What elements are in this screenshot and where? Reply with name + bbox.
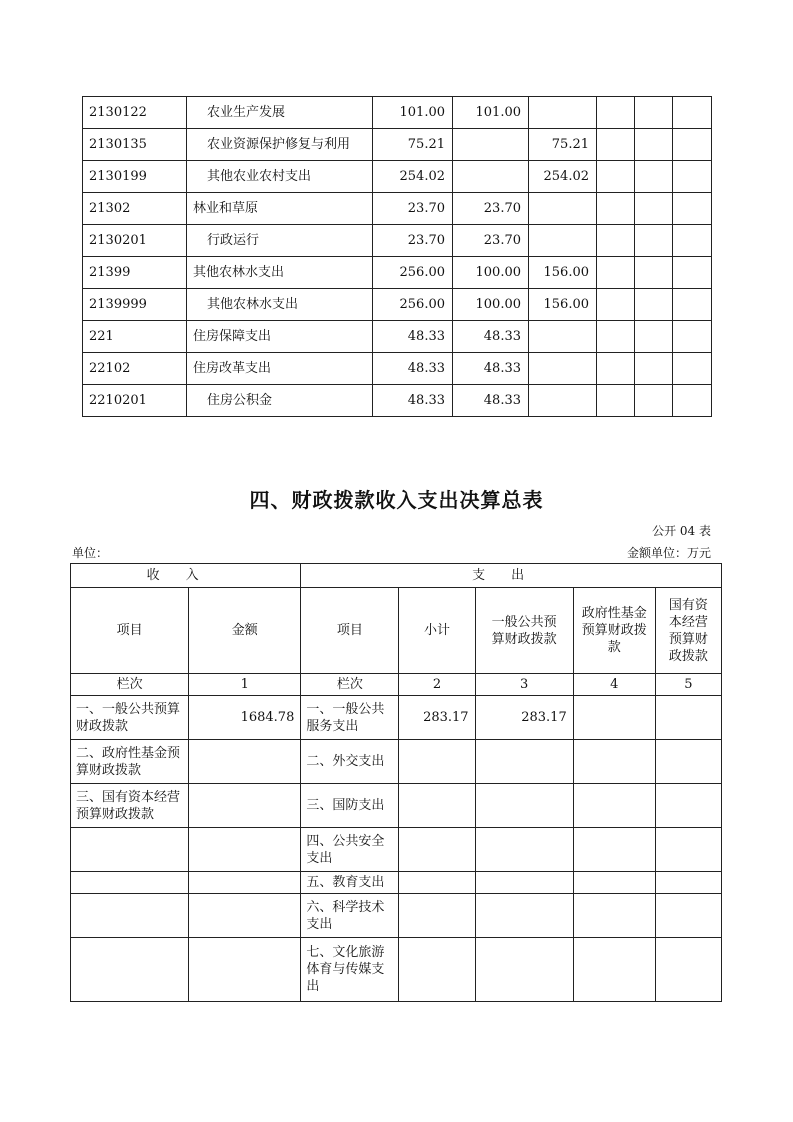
state-capital-header: 国有资本经营预算财政拨款 (655, 588, 721, 674)
income-item: 一、一般公共预算财政拨款 (71, 696, 189, 740)
gov-fund-value (573, 740, 655, 784)
col-index-5: 5 (655, 674, 721, 696)
empty-cell (635, 225, 673, 257)
table-row (83, 385, 712, 417)
project-amount (529, 385, 597, 417)
expense-header: 支出 (301, 564, 722, 588)
gov-fund-value (573, 828, 655, 872)
subject-name: 住房公积金 (187, 385, 373, 417)
table-row (83, 193, 712, 225)
table-row (83, 289, 712, 321)
empty-cell (635, 161, 673, 193)
subject-code: 221 (83, 321, 187, 353)
income-item (71, 828, 189, 872)
income-item-header: 项目 (71, 588, 189, 674)
empty-cell (597, 193, 635, 225)
project-amount: 75.21 (529, 129, 597, 161)
income-amount (189, 828, 301, 872)
table-row (83, 321, 712, 353)
project-amount (529, 193, 597, 225)
total-amount: 256.00 (373, 257, 453, 289)
empty-cell (673, 353, 712, 385)
total-amount: 48.33 (373, 353, 453, 385)
table-row (71, 938, 722, 1002)
gov-fund-value (573, 696, 655, 740)
subject-name: 其他农林水支出 (187, 289, 373, 321)
expense-item: 二、外交支出 (301, 740, 399, 784)
empty-cell (597, 257, 635, 289)
expense-item-header: 项目 (301, 588, 399, 674)
income-header: 收入 (71, 564, 301, 588)
total-amount: 75.21 (373, 129, 453, 161)
subtotal-value (399, 828, 475, 872)
total-amount: 254.02 (373, 161, 453, 193)
subtotal-value: 283.17 (399, 696, 475, 740)
empty-cell (597, 353, 635, 385)
state-capital-value (655, 872, 721, 894)
empty-cell (597, 97, 635, 129)
money-unit-label: 金额单位：万元 (626, 546, 711, 560)
basic-amount: 48.33 (453, 385, 529, 417)
expense-item: 七、文化旅游体育与传媒支出 (301, 938, 399, 1002)
project-amount (529, 97, 597, 129)
basic-amount: 101.00 (453, 97, 529, 129)
table-row (71, 740, 722, 784)
subtotal-value (399, 740, 475, 784)
empty-cell (673, 193, 712, 225)
empty-cell (597, 225, 635, 257)
general-budget-value (475, 894, 573, 938)
table-row (83, 161, 712, 193)
subject-name: 住房改革支出 (187, 353, 373, 385)
subtotal-header: 小计 (399, 588, 475, 674)
form-code: 公开 04 表 (652, 524, 711, 538)
subject-code: 2130201 (83, 225, 187, 257)
project-amount: 156.00 (529, 257, 597, 289)
basic-amount: 100.00 (453, 289, 529, 321)
total-amount: 48.33 (373, 385, 453, 417)
table-row (83, 225, 712, 257)
subtotal-value (399, 938, 475, 1002)
project-amount (529, 225, 597, 257)
subject-name: 住房保障支出 (187, 321, 373, 353)
general-budget-value (475, 938, 573, 1002)
empty-cell (673, 385, 712, 417)
subject-code: 2130135 (83, 129, 187, 161)
state-capital-value (655, 696, 721, 740)
project-amount: 156.00 (529, 289, 597, 321)
empty-cell (635, 353, 673, 385)
empty-cell (597, 129, 635, 161)
subtotal-value (399, 872, 475, 894)
table-row (71, 696, 722, 740)
gov-fund-header: 政府性基金预算财政拨款 (573, 588, 655, 674)
table-row (71, 872, 722, 894)
subject-name: 林业和草原 (187, 193, 373, 225)
col-index-3: 3 (475, 674, 573, 696)
subtotal-value (399, 894, 475, 938)
subject-code: 2130199 (83, 161, 187, 193)
subject-name: 农业生产发展 (187, 97, 373, 129)
general-budget-value (475, 740, 573, 784)
empty-cell (635, 289, 673, 321)
empty-cell (673, 257, 712, 289)
income-amount (189, 894, 301, 938)
income-item (71, 938, 189, 1002)
empty-cell (635, 193, 673, 225)
expenditure-detail-table (82, 96, 712, 417)
income-amount: 1684.78 (189, 696, 301, 740)
subject-code: 2210201 (83, 385, 187, 417)
income-item: 二、政府性基金预算财政拨款 (71, 740, 189, 784)
empty-cell (635, 385, 673, 417)
empty-cell (597, 289, 635, 321)
expense-item: 四、公共安全支出 (301, 828, 399, 872)
empty-cell (673, 161, 712, 193)
total-amount: 256.00 (373, 289, 453, 321)
empty-cell (673, 289, 712, 321)
subject-code: 21302 (83, 193, 187, 225)
general-budget-value (475, 784, 573, 828)
table-row (83, 97, 712, 129)
general-budget-value: 283.17 (475, 696, 573, 740)
total-amount: 23.70 (373, 225, 453, 257)
basic-amount: 48.33 (453, 321, 529, 353)
gov-fund-value (573, 894, 655, 938)
empty-cell (597, 321, 635, 353)
income-amount (189, 872, 301, 894)
income-amount-header: 金额 (189, 588, 301, 674)
table-row (83, 129, 712, 161)
subject-code: 21399 (83, 257, 187, 289)
empty-cell (597, 161, 635, 193)
table-row (71, 828, 722, 872)
table-row (83, 353, 712, 385)
empty-cell (673, 97, 712, 129)
state-capital-value (655, 828, 721, 872)
total-amount: 23.70 (373, 193, 453, 225)
col-index-4: 4 (573, 674, 655, 696)
expense-item: 六、科学技术支出 (301, 894, 399, 938)
income-amount (189, 938, 301, 1002)
row-label: 栏次 (71, 674, 189, 696)
col-index-2: 2 (399, 674, 475, 696)
subject-name: 农业资源保护修复与利用 (187, 129, 373, 161)
header-row-group (71, 564, 722, 588)
empty-cell (635, 129, 673, 161)
state-capital-value (655, 784, 721, 828)
empty-cell (635, 97, 673, 129)
income-item (71, 872, 189, 894)
total-amount: 101.00 (373, 97, 453, 129)
empty-cell (673, 129, 712, 161)
table-row (71, 784, 722, 828)
section-title: 四、财政拨款收入支出决算总表 (249, 488, 544, 512)
income-item: 三、国有资本经营预算财政拨款 (71, 784, 189, 828)
empty-cell (635, 257, 673, 289)
subtotal-value (399, 784, 475, 828)
total-amount: 48.33 (373, 321, 453, 353)
project-amount (529, 353, 597, 385)
empty-cell (673, 321, 712, 353)
basic-amount: 23.70 (453, 225, 529, 257)
unit-label: 单位： (72, 546, 109, 560)
subject-name: 其他农业农村支出 (187, 161, 373, 193)
income-amount (189, 784, 301, 828)
subject-code: 22102 (83, 353, 187, 385)
expense-item: 三、国防支出 (301, 784, 399, 828)
row-label-2: 栏次 (301, 674, 399, 696)
gov-fund-value (573, 784, 655, 828)
fiscal-appropriation-summary-table (70, 563, 722, 1002)
state-capital-value (655, 938, 721, 1002)
subject-code: 2139999 (83, 289, 187, 321)
empty-cell (673, 225, 712, 257)
gov-fund-value (573, 938, 655, 1002)
basic-amount: 23.70 (453, 193, 529, 225)
empty-cell (597, 385, 635, 417)
state-capital-value (655, 894, 721, 938)
general-budget-value (475, 872, 573, 894)
project-amount (529, 321, 597, 353)
subject-code: 2130122 (83, 97, 187, 129)
general-budget-header: 一般公共预算财政拨款 (475, 588, 573, 674)
table-row (83, 257, 712, 289)
general-budget-value (475, 828, 573, 872)
state-capital-value (655, 740, 721, 784)
empty-cell (635, 321, 673, 353)
expense-item: 五、教育支出 (301, 872, 399, 894)
subject-name: 其他农林水支出 (187, 257, 373, 289)
basic-amount (453, 161, 529, 193)
subject-name: 行政运行 (187, 225, 373, 257)
col-index-1: 1 (189, 674, 301, 696)
table-row (71, 894, 722, 938)
header-row-columns (71, 588, 722, 674)
basic-amount: 100.00 (453, 257, 529, 289)
column-index-row (71, 674, 722, 696)
project-amount: 254.02 (529, 161, 597, 193)
basic-amount: 48.33 (453, 353, 529, 385)
expense-item: 一、一般公共服务支出 (301, 696, 399, 740)
basic-amount (453, 129, 529, 161)
income-amount (189, 740, 301, 784)
income-item (71, 894, 189, 938)
gov-fund-value (573, 872, 655, 894)
